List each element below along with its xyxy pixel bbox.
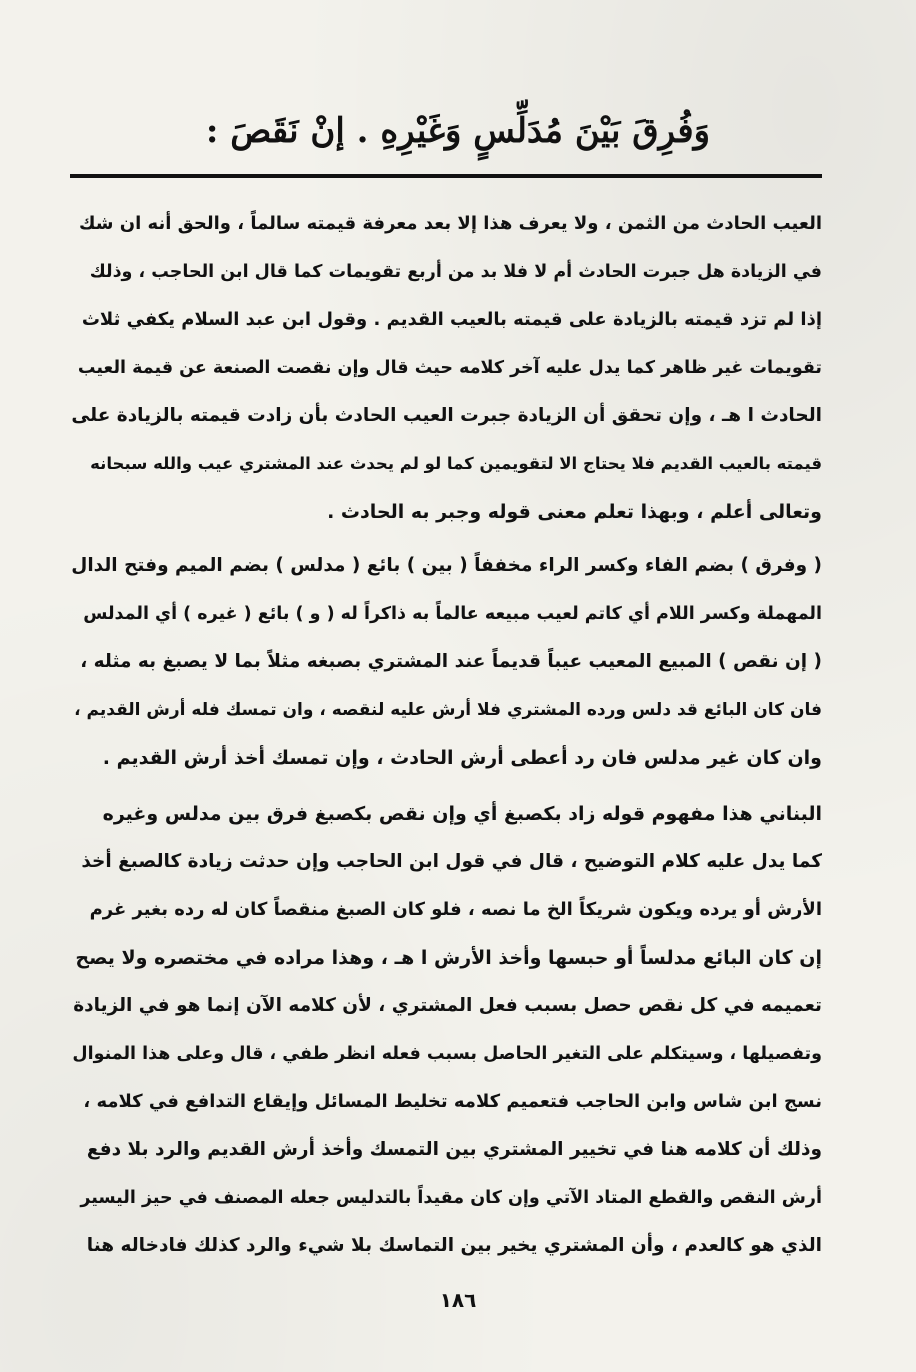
page-number: ١٨٦ bbox=[439, 1288, 477, 1312]
text-line: المهملة وكسر اللام أي كاتم لعيب مبيعه عالماً به ذاكراً له ( و ) بائع ( غيره ) أي المدلس bbox=[83, 604, 822, 624]
header-rule bbox=[70, 174, 822, 178]
section-header: وَفُرِقَ بَيْنَ مُدَلِّسٍ وَغَيْرِهِ . إنْ نَقَصَ : bbox=[205, 111, 711, 151]
text-line: إذا لم تزد قيمته بالزيادة على قيمته بالعيب القديم . وقول ابن عبد السلام يكفي ثلاث bbox=[81, 309, 822, 330]
paragraph-1 bbox=[70, 200, 822, 536]
text-line: إن كان البائع مدلساً أو حبسها وأخذ الأرش ا هـ ، وهذا مراده في مختصره ولا يصح bbox=[75, 947, 822, 969]
text-line: الأرش أو يرده ويكون شريكاً الخ ما نصه ، فلو كان الصبغ منقصاً كان له رده بغير غرم bbox=[89, 899, 822, 920]
paragraph-2 bbox=[70, 542, 822, 782]
paragraph-3 bbox=[70, 790, 822, 1270]
text-line: كما يدل عليه كلام التوضيح ، قال في قول ابن الحاجب وإن حدثت زيادة كالصبغ أخذ bbox=[81, 851, 822, 872]
text-line: الذي هو كالعدم ، وأن المشتري يخير بين التماسك بلا شيء والرد كذلك فادخاله هنا bbox=[86, 1235, 822, 1256]
text-line: تعميمه في كل نقص حصل بسبب فعل المشتري ، لأن كلامه الآن إنما هو في الزيادة bbox=[73, 995, 822, 1016]
text-line: في الزيادة هل جبرت الحادث أم لا فلا بد من أربع تقويمات كما قال ابن الحاجب ، وذلك bbox=[89, 262, 822, 282]
text-line: وان كان غير مدلس فان رد أعطى أرش الحادث ، وإن تمسك أخذ أرش القديم . bbox=[102, 747, 822, 769]
text-line: البناني هذا مفهوم قوله زاد بكصبغ أي وإن نقص بكصبغ فرق بين مدلس وغيره bbox=[102, 803, 822, 825]
text-line: وتعالى أعلم ، وبهذا تعلم معنى قوله وجبر به الحادث . bbox=[327, 501, 822, 523]
text-line: العيب الحادث من الثمن ، ولا يعرف هذا إلا بعد معرفة قيمته سالماً ، والحق أنه ان شك bbox=[79, 213, 822, 234]
text-line: قيمته بالعيب القديم فلا يحتاج الا لتقويمين كما لو لم يحدث عند المشتري عيب والله سبحانه bbox=[90, 454, 822, 473]
text-line: نسج ابن شاس وابن الحاجب فتعميم كلامه تخليط المسائل وإيقاع التدافع في كلامه ، bbox=[83, 1091, 822, 1112]
text-line: ( إن نقص ) المبيع المعيب عيباً قديماً عند المشتري بصبغه مثلاً بما لا يصبغ به مثله ، bbox=[80, 651, 822, 672]
text-line: وتفصيلها ، وسيتكلم على التغير الحاصل بسبب فعله انظر طفي ، قال وعلى هذا المنوال bbox=[72, 1044, 822, 1064]
text-line: أرش النقص والقطع المتاد الآتي وإن كان مقيداً بالتدليس جعله المصنف في حيز اليسير bbox=[80, 1188, 822, 1208]
text-line: وذلك أن كلامه هنا في تخيير المشتري بين التمسك وأخذ أرش القديم والرد بلا دفع bbox=[86, 1139, 822, 1160]
text-line: فان كان البائع قد دلس ورده المشتري فلا أرش عليه لنقصه ، وان تمسك فله أرش القديم ، bbox=[74, 700, 822, 720]
text-line: ( وفرق ) بضم الفاء وكسر الراء مخففاً ( بين ) بائع ( مدلس ) بضم الميم وفتح الدال bbox=[71, 555, 822, 576]
text-line: تقويمات غير ظاهر كما يدل عليه آخر كلامه حيث قال وإن نقصت الصنعة عن قيمة العيب bbox=[77, 358, 822, 378]
text-line: الحادث ا هـ ، وإن تحقق أن الزيادة جبرت العيب الحادث بأن زادت قيمته بالزيادة على bbox=[71, 405, 822, 426]
